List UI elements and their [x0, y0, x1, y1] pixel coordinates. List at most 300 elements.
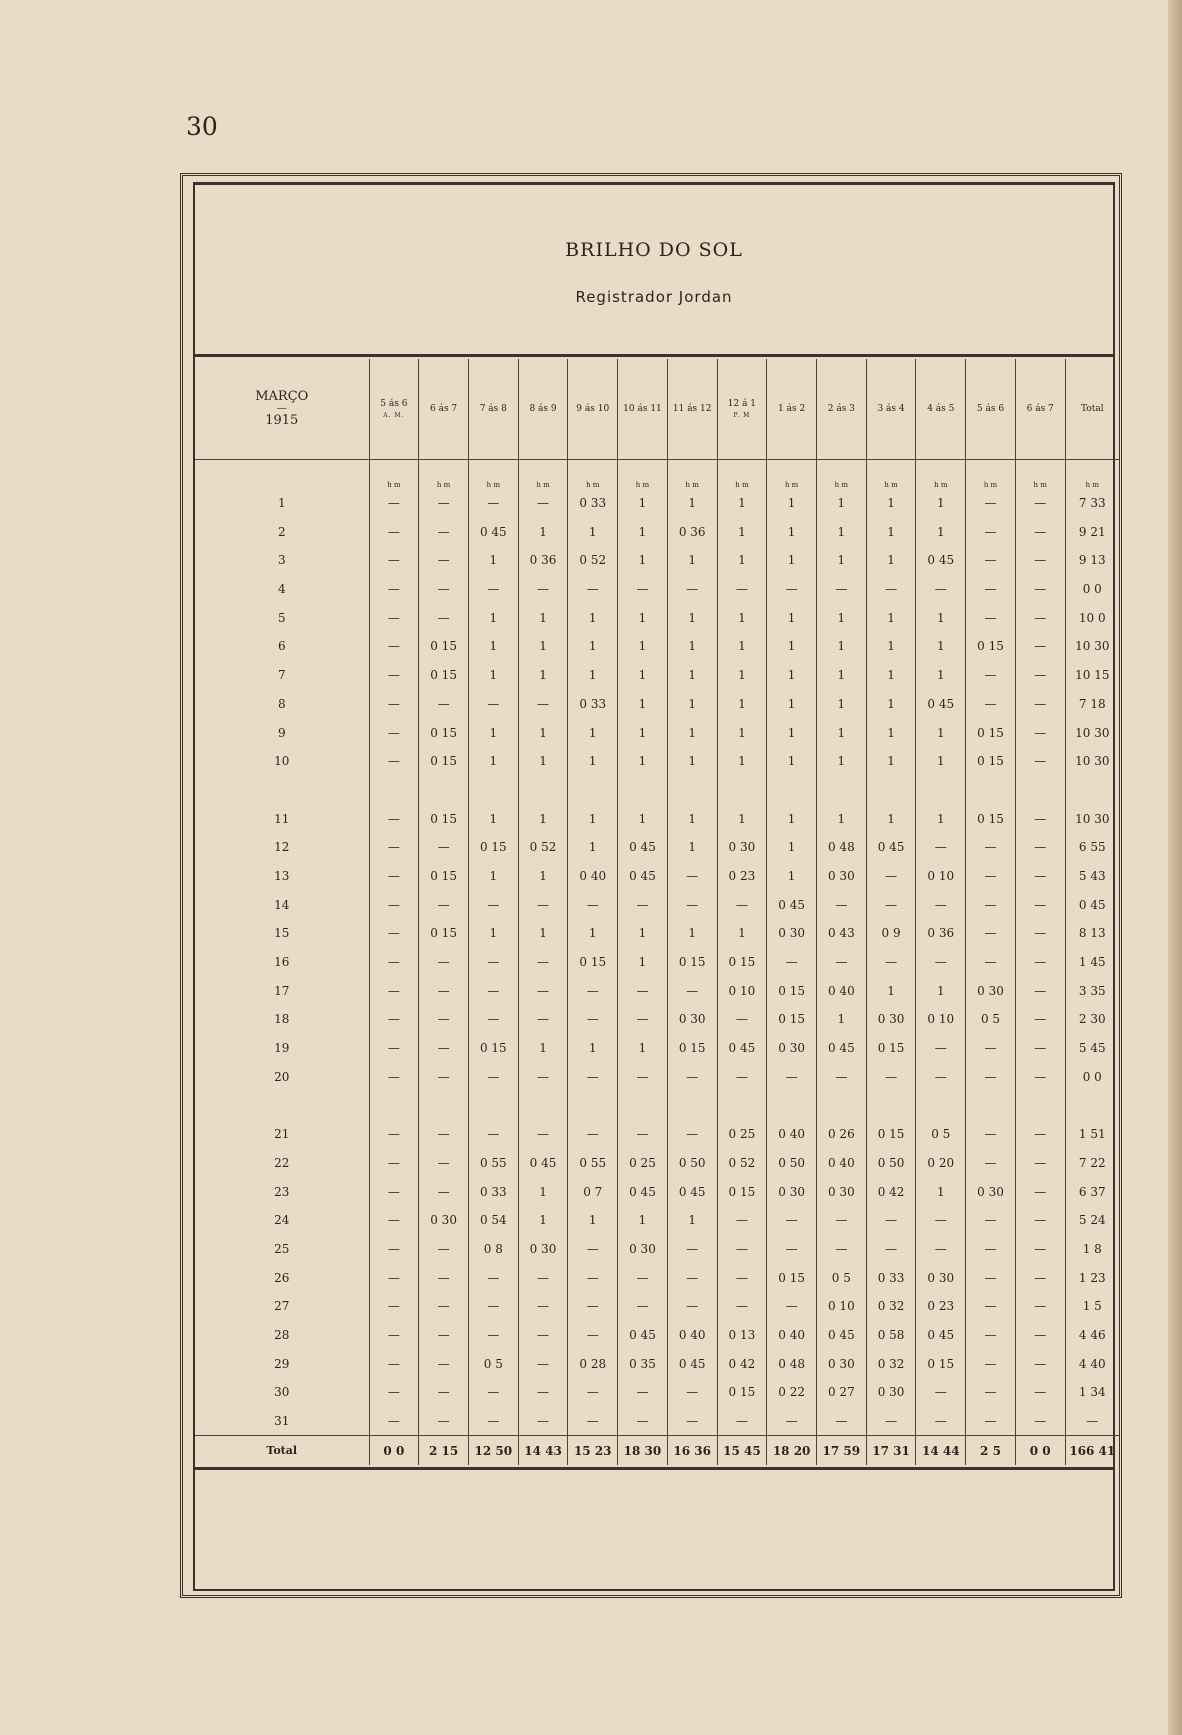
table-row: [195, 690, 1119, 719]
hour-cell: 1: [767, 661, 817, 690]
hour-cell: —: [568, 976, 618, 1005]
day-total-cell: —: [1065, 1407, 1119, 1436]
hour-cell: 1: [618, 804, 668, 833]
hour-cell: —: [1015, 1321, 1065, 1350]
day-cell: 8: [277, 696, 286, 711]
table-row: [195, 1206, 1119, 1235]
hour-cell: —: [866, 1235, 916, 1264]
hour-column-header: [1015, 359, 1065, 460]
hour-cell: 0 33: [568, 489, 618, 518]
day-total-cell: 1 5: [1065, 1292, 1119, 1321]
hour-cell: 1: [618, 1034, 668, 1063]
hour-cell: 1: [518, 603, 568, 632]
hour-cell: —: [369, 890, 419, 919]
hour-cell: 1: [916, 976, 966, 1005]
hour-cell: —: [419, 1177, 469, 1206]
hour-cell: 0 15: [767, 976, 817, 1005]
hour-cell: —: [767, 1062, 817, 1091]
hour-cell: —: [518, 948, 568, 977]
hour-cell: 1: [866, 546, 916, 575]
hour-cell: —: [468, 1407, 518, 1436]
hour-cell: —: [866, 1062, 916, 1091]
spacer-cell: [966, 776, 1016, 805]
hour-cell: —: [1015, 489, 1065, 518]
hour-cell: 1: [767, 489, 817, 518]
hour-cell: 1: [568, 804, 618, 833]
hour-cell: —: [1015, 1120, 1065, 1149]
day-cell: 4: [277, 582, 286, 597]
hour-cell: 0 5: [468, 1349, 518, 1378]
day-cell: 30: [274, 1385, 290, 1400]
hour-cell: 0 42: [866, 1177, 916, 1206]
day-cell: 2: [277, 524, 286, 539]
hour-cell: 0 30: [866, 1005, 916, 1034]
hour-cell: 1: [667, 747, 717, 776]
day-total-cell: 0 0: [1065, 575, 1119, 604]
day-cell: 22: [274, 1155, 290, 1170]
hour-cell: —: [966, 603, 1016, 632]
hour-cell: 1: [816, 632, 866, 661]
hour-cell: 1: [667, 718, 717, 747]
spacer-cell: [767, 1091, 817, 1120]
hour-cell: —: [518, 1120, 568, 1149]
hour-cell: —: [618, 1263, 668, 1292]
hour-cell: 1: [916, 747, 966, 776]
hour-cell: 0 5: [966, 1005, 1016, 1034]
hour-cell: —: [518, 690, 568, 719]
day-total-cell: 1 34: [1065, 1378, 1119, 1407]
day-cell: 23: [274, 1184, 290, 1199]
day-total-cell: 5 45: [1065, 1034, 1119, 1063]
hour-cell: 1: [816, 747, 866, 776]
hour-range-label: 3 ás 4: [877, 404, 905, 414]
hour-cell: 1: [866, 976, 916, 1005]
hour-cell: —: [369, 804, 419, 833]
table-row: [195, 1034, 1119, 1063]
table-row: [195, 747, 1119, 776]
unit-label: h m: [518, 460, 568, 489]
hour-cell: 0 40: [667, 1321, 717, 1350]
hour-cell: —: [419, 546, 469, 575]
day-total-cell: 1 45: [1065, 948, 1119, 977]
spacer-cell: [468, 776, 518, 805]
hour-cell: —: [816, 890, 866, 919]
hour-cell: 0 45: [618, 833, 668, 862]
day-total-cell: 8 13: [1065, 919, 1119, 948]
hour-cell: 0 30: [767, 1034, 817, 1063]
hour-range-label: 10 ás 11: [623, 404, 662, 414]
column-total-cell: 18 30: [618, 1436, 668, 1465]
hour-cell: 0 15: [419, 747, 469, 776]
month-header: [195, 359, 369, 460]
hour-cell: —: [568, 1292, 618, 1321]
hour-cell: 0 32: [866, 1292, 916, 1321]
hour-range-label: 2 ás 3: [827, 404, 855, 414]
hour-cell: —: [468, 1263, 518, 1292]
day-total-cell: 10 30: [1065, 747, 1119, 776]
hour-cell: 0 9: [866, 919, 916, 948]
hour-cell: —: [966, 1206, 1016, 1235]
hour-cell: 1: [667, 690, 717, 719]
hour-cell: —: [369, 1177, 419, 1206]
hour-cell: —: [717, 1005, 767, 1034]
unit-label: h m: [618, 460, 668, 489]
hour-cell: 1: [816, 603, 866, 632]
hour-cell: 0 36: [667, 517, 717, 546]
hour-cell: —: [717, 890, 767, 919]
hour-column-header: [667, 359, 717, 460]
hour-cell: —: [618, 890, 668, 919]
hour-cell: —: [369, 1349, 419, 1378]
hour-cell: 1: [468, 632, 518, 661]
hour-cell: 1: [568, 833, 618, 862]
hour-cell: 0 30: [816, 1349, 866, 1378]
hour-cell: 1: [916, 661, 966, 690]
spacer-cell: [369, 776, 419, 805]
unit-label: h m: [468, 460, 518, 489]
hour-cell: —: [518, 1378, 568, 1407]
day-total-cell: 7 22: [1065, 1149, 1119, 1178]
hour-cell: 1: [816, 517, 866, 546]
hour-cell: —: [518, 1321, 568, 1350]
grand-total-cell: 166 41: [1065, 1436, 1119, 1465]
hour-cell: 1: [816, 489, 866, 518]
hour-cell: —: [1015, 747, 1065, 776]
table-frame: [180, 173, 1122, 1598]
hour-cell: 1: [518, 1034, 568, 1063]
table-row: [195, 1321, 1119, 1350]
hour-cell: —: [717, 1206, 767, 1235]
hour-cell: 0 30: [667, 1005, 717, 1034]
hour-cell: 0 13: [717, 1321, 767, 1350]
table-row: [195, 718, 1119, 747]
unit-label: h m: [966, 460, 1016, 489]
hour-cell: 0 23: [916, 1292, 966, 1321]
hour-cell: —: [916, 1407, 966, 1436]
hour-cell: 1: [618, 919, 668, 948]
hour-cell: —: [369, 1321, 419, 1350]
hour-cell: 0 55: [468, 1149, 518, 1178]
hour-range-label: 4 ás 5: [927, 404, 955, 414]
hour-cell: —: [419, 1235, 469, 1264]
day-cell: 14: [274, 897, 290, 912]
spacer-cell: [618, 776, 668, 805]
hour-cell: 0 15: [419, 919, 469, 948]
unit-label: h m: [1065, 460, 1119, 489]
day-cell: 17: [274, 983, 290, 998]
hour-cell: —: [369, 833, 419, 862]
hour-cell: 0 10: [916, 1005, 966, 1034]
hour-cell: 0 15: [767, 1005, 817, 1034]
hour-cell: —: [667, 1407, 717, 1436]
hour-range-label: 1 ás 2: [778, 404, 806, 414]
hour-cell: 1: [568, 1206, 618, 1235]
hour-cell: —: [966, 833, 1016, 862]
hour-cell: —: [468, 890, 518, 919]
hour-cell: 0 33: [866, 1263, 916, 1292]
hour-cell: 1: [767, 632, 817, 661]
hour-cell: —: [369, 1407, 419, 1436]
hour-cell: —: [667, 1292, 717, 1321]
hour-cell: 0 45: [767, 890, 817, 919]
hour-cell: —: [717, 1292, 767, 1321]
hour-cell: 0 45: [916, 546, 966, 575]
hour-cell: —: [667, 1062, 717, 1091]
unit-label: h m: [816, 460, 866, 489]
hour-cell: —: [419, 890, 469, 919]
day-cell: 11: [274, 811, 290, 826]
hour-cell: 0 15: [419, 718, 469, 747]
hour-cell: 0 45: [916, 1321, 966, 1350]
unit-label: h m: [916, 460, 966, 489]
hour-cell: 0 40: [816, 1149, 866, 1178]
day-cell: 1: [277, 496, 286, 511]
hour-cell: —: [618, 1378, 668, 1407]
hour-cell: —: [419, 1005, 469, 1034]
hour-cell: —: [468, 690, 518, 719]
hour-cell: 1: [667, 661, 717, 690]
hour-cell: —: [966, 1034, 1016, 1063]
hour-cell: —: [1015, 546, 1065, 575]
hour-cell: —: [1015, 919, 1065, 948]
hour-cell: 0 28: [568, 1349, 618, 1378]
hour-cell: 1: [767, 747, 817, 776]
hour-cell: 1: [767, 718, 817, 747]
hour-cell: 0 10: [816, 1292, 866, 1321]
hour-cell: —: [369, 1235, 419, 1264]
hour-cell: 1: [618, 1206, 668, 1235]
day-total-cell: 10 0: [1065, 603, 1119, 632]
hour-cell: 1: [568, 603, 618, 632]
hour-cell: —: [966, 1407, 1016, 1436]
hour-cell: 0 15: [667, 948, 717, 977]
table-row: [195, 661, 1119, 690]
hour-cell: 1: [568, 1034, 618, 1063]
hour-range-label: 11 ás 12: [672, 404, 712, 414]
hour-cell: 1: [717, 517, 767, 546]
hour-cell: 1: [518, 1177, 568, 1206]
column-total-cell: 15 23: [568, 1436, 618, 1465]
year-label: 1915: [265, 413, 299, 428]
spacer-cell: [419, 1091, 469, 1120]
hour-cell: 1: [518, 862, 568, 891]
hour-cell: 1: [518, 1206, 568, 1235]
hour-cell: —: [568, 575, 618, 604]
hour-cell: —: [1015, 862, 1065, 891]
hour-cell: 0 15: [866, 1034, 916, 1063]
day-total-cell: 3 35: [1065, 976, 1119, 1005]
hour-cell: —: [1015, 804, 1065, 833]
hour-cell: —: [816, 1235, 866, 1264]
spacer-row: [195, 776, 1119, 805]
hour-cell: 0 25: [717, 1120, 767, 1149]
day-cell: 13: [274, 868, 290, 883]
table-row: [195, 603, 1119, 632]
hour-cell: 0 5: [816, 1263, 866, 1292]
hour-cell: —: [667, 1263, 717, 1292]
day-cell: 16: [274, 955, 290, 970]
hour-cell: 0 30: [916, 1263, 966, 1292]
day-total-cell: 6 37: [1065, 1177, 1119, 1206]
hour-cell: 1: [568, 517, 618, 546]
hour-cell: —: [916, 575, 966, 604]
hour-cell: —: [568, 1235, 618, 1264]
day-total-cell: 1 51: [1065, 1120, 1119, 1149]
hour-cell: —: [568, 1378, 618, 1407]
hour-cell: 1: [717, 690, 767, 719]
hour-cell: 0 30: [816, 862, 866, 891]
day-total-cell: 9 13: [1065, 546, 1119, 575]
meridiem-label: P. M: [733, 412, 751, 419]
hour-cell: —: [468, 575, 518, 604]
unit-label: h m: [568, 460, 618, 489]
table-frame-inner: [193, 182, 1115, 1591]
hour-cell: 0 15: [767, 1263, 817, 1292]
hour-cell: —: [916, 1378, 966, 1407]
hour-cell: 0 50: [866, 1149, 916, 1178]
hour-cell: —: [1015, 575, 1065, 604]
hour-cell: —: [369, 489, 419, 518]
hour-cell: 0 36: [518, 546, 568, 575]
hour-cell: —: [966, 1321, 1016, 1350]
hour-cell: 0 45: [667, 1349, 717, 1378]
day-cell: 9: [277, 725, 286, 740]
hour-cell: —: [667, 1378, 717, 1407]
hour-cell: 0 45: [618, 862, 668, 891]
hour-cell: 1: [717, 747, 767, 776]
page-number: 30: [186, 112, 218, 141]
hour-cell: —: [717, 575, 767, 604]
hour-cell: 1: [717, 919, 767, 948]
hour-cell: —: [369, 1149, 419, 1178]
hour-cell: —: [369, 690, 419, 719]
hour-cell: 0 5: [916, 1120, 966, 1149]
hour-cell: 1: [468, 804, 518, 833]
hour-cell: 1: [518, 747, 568, 776]
hour-cell: —: [667, 1120, 717, 1149]
hour-column-header: [717, 359, 767, 460]
hour-cell: 0 55: [568, 1149, 618, 1178]
hour-range-label: 5 ás 6: [976, 404, 1005, 414]
hour-cell: 1: [767, 690, 817, 719]
hour-column-header: [369, 359, 419, 460]
hour-cell: 0 20: [916, 1149, 966, 1178]
hour-cell: 1: [468, 747, 518, 776]
hour-cell: —: [767, 575, 817, 604]
hour-cell: —: [518, 575, 568, 604]
hour-cell: —: [1015, 1407, 1065, 1436]
hour-cell: —: [667, 1235, 717, 1264]
hour-cell: —: [966, 517, 1016, 546]
hour-cell: 0 45: [916, 690, 966, 719]
page-subtitle: Registrador Jordan: [575, 288, 733, 306]
hour-cell: —: [419, 948, 469, 977]
spacer-cell: [767, 776, 817, 805]
hour-range-label: 6 ás 7: [1026, 404, 1054, 414]
day-total-cell: 7 18: [1065, 690, 1119, 719]
hour-cell: 1: [717, 489, 767, 518]
hour-cell: 0 7: [568, 1177, 618, 1206]
hour-cell: 0 15: [717, 1378, 767, 1407]
hour-cell: —: [767, 948, 817, 977]
hour-cell: —: [1015, 1263, 1065, 1292]
table-row: [195, 575, 1119, 604]
hour-cell: —: [916, 890, 966, 919]
hour-cell: —: [916, 1206, 966, 1235]
hour-cell: —: [369, 1378, 419, 1407]
column-total-cell: 17 59: [816, 1436, 866, 1465]
table-row: [195, 517, 1119, 546]
hour-cell: 1: [568, 661, 618, 690]
column-total-cell: 15 45: [717, 1436, 767, 1465]
day-total-cell: 0 0: [1065, 1062, 1119, 1091]
hour-cell: —: [518, 1005, 568, 1034]
day-total-cell: 4 46: [1065, 1321, 1119, 1350]
hour-cell: —: [518, 1407, 568, 1436]
hour-cell: 1: [866, 603, 916, 632]
hour-cell: 1: [468, 603, 518, 632]
spacer-cell: [468, 1091, 518, 1120]
hour-cell: 1: [767, 546, 817, 575]
hour-cell: —: [966, 862, 1016, 891]
day-total-cell: 1 8: [1065, 1235, 1119, 1264]
hour-cell: 1: [767, 517, 817, 546]
day-cell: 27: [274, 1299, 290, 1314]
hour-cell: —: [518, 890, 568, 919]
hour-cell: 1: [667, 804, 717, 833]
spacer-cell: [1065, 1091, 1119, 1120]
hour-cell: —: [767, 1407, 817, 1436]
hour-cell: 1: [866, 661, 916, 690]
hour-cell: —: [369, 1062, 419, 1091]
spacer-cell: [1065, 776, 1119, 805]
hour-cell: —: [1015, 661, 1065, 690]
hour-cell: —: [1015, 1378, 1065, 1407]
total-column-header: Total: [1065, 359, 1119, 460]
hour-cell: 0 30: [518, 1235, 568, 1264]
hour-cell: —: [966, 919, 1016, 948]
hour-cell: 0 30: [618, 1235, 668, 1264]
hour-cell: —: [369, 1263, 419, 1292]
column-total-cell: 2 15: [419, 1436, 469, 1465]
day-cell: 10: [274, 754, 290, 769]
hour-cell: 1: [717, 603, 767, 632]
hour-cell: 0 32: [866, 1349, 916, 1378]
hour-cell: —: [568, 1062, 618, 1091]
hour-cell: 1: [667, 833, 717, 862]
hour-cell: —: [518, 1292, 568, 1321]
hour-cell: —: [369, 948, 419, 977]
day-total-cell: 7 33: [1065, 489, 1119, 518]
table-row: [195, 1062, 1119, 1091]
hour-range-label: 5 ás 6: [380, 399, 408, 409]
hour-cell: —: [618, 1062, 668, 1091]
hour-cell: —: [468, 1062, 518, 1091]
hour-cell: —: [419, 1378, 469, 1407]
hour-cell: —: [866, 948, 916, 977]
table-header-row: [195, 359, 1119, 460]
hour-cell: 0 45: [468, 517, 518, 546]
hour-cell: —: [369, 546, 419, 575]
hour-cell: —: [618, 1005, 668, 1034]
hour-cell: —: [1015, 976, 1065, 1005]
table-row: [195, 890, 1119, 919]
hour-cell: 1: [916, 632, 966, 661]
hour-cell: 0 33: [568, 690, 618, 719]
hour-cell: 0 42: [717, 1349, 767, 1378]
hour-cell: —: [966, 1378, 1016, 1407]
hour-cell: —: [966, 1120, 1016, 1149]
